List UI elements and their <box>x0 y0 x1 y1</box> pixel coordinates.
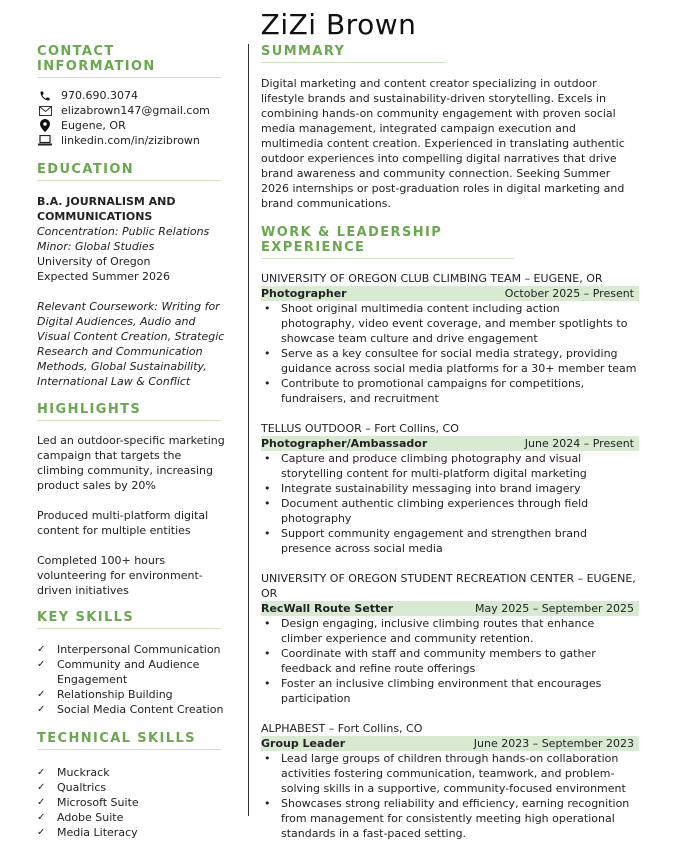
job-org: ALPHABEST – Fort Collins, CO <box>261 722 423 735</box>
education-expected: Expected Summer 2026 <box>37 270 170 283</box>
job-entry <box>261 571 637 706</box>
job-bullet: • Document authentic climbing experiences through field photography <box>261 496 637 526</box>
technical-skills-list <box>37 765 227 840</box>
technical-skills-heading: TECHNICAL SKILLS <box>37 731 221 750</box>
job-entry <box>261 721 637 841</box>
job-role-bar <box>261 601 639 616</box>
job-bullets <box>261 451 637 556</box>
laptop-icon <box>37 135 53 146</box>
highlight-item: Completed 100+ hours volunteering for environment-driven initiatives <box>37 554 203 597</box>
job-org: UNIVERSITY OF OREGON CLUB CLIMBING TEAM – EUGENE, OR <box>261 272 603 285</box>
phone-icon <box>37 90 53 102</box>
email-icon <box>37 106 53 116</box>
education-block <box>37 194 227 389</box>
experience-heading: WORK & LEADERSHIP EXPERIENCE <box>261 225 514 259</box>
job-bullet: • Lead large groups of children through hands-on collaboration activities fostering communication, teamwork, and problem-solving skills in a supportive, community-focused environment <box>261 751 637 796</box>
checkmark-icon: ✓ <box>37 644 46 655</box>
left-column <box>37 44 227 840</box>
resume-name: ZiZi Brown <box>260 8 417 41</box>
job-bullets <box>261 751 637 841</box>
checkmark-icon: ✓ <box>37 827 46 838</box>
job-role-bar <box>261 286 639 301</box>
job-dates: June 2024 – Present <box>524 437 634 450</box>
technical-skill-item: ✓ Qualtrics <box>37 781 107 794</box>
column-divider <box>248 44 249 816</box>
location-pin-icon <box>37 119 53 132</box>
education-heading: EDUCATION <box>37 162 221 181</box>
education-coursework: Relevant Coursework: Writing for Digital Audiences, Audio and Visual Content Creation, Strategic Research and Communication Methods, Global Sustainability, International Law & Conflict <box>37 300 225 388</box>
key-skill-item: ✓ Community and Audience Engagement <box>37 658 200 686</box>
job-role: Photographer <box>261 287 347 300</box>
job-org: UNIVERSITY OF OREGON STUDENT RECREATION CENTER – EUGENE, OR <box>261 572 636 600</box>
contact-location-text: Eugene, OR <box>61 119 126 132</box>
contact-list <box>37 88 227 148</box>
job-org: TELLUS OUTDOOR – Fort Collins, CO <box>261 422 459 435</box>
contact-heading: CONTACT INFORMATION <box>37 44 221 78</box>
job-bullet: • Shoot original multimedia content including action photography, video event coverage, and member spotlights to showcase team culture and drive engagement <box>261 301 637 346</box>
job-dates: June 2023 – September 2023 <box>473 737 634 750</box>
checkmark-icon: ✓ <box>37 689 46 700</box>
contact-email <box>37 103 227 118</box>
key-skill-item: ✓ Social Media Content Creation <box>37 703 224 716</box>
education-minor: Minor: Global Studies <box>37 240 155 253</box>
job-role-bar <box>261 436 639 451</box>
technical-skill-item: ✓ Muckrack <box>37 766 110 779</box>
job-bullet: • Foster an inclusive climbing environment that encourages participation <box>261 676 637 706</box>
checkmark-icon: ✓ <box>37 659 46 670</box>
checkmark-icon: ✓ <box>37 704 46 715</box>
job-bullet: • Coordinate with staff and community members to gather feedback and refine route offerings <box>261 646 637 676</box>
contact-phone-text: 970.690.3074 <box>61 89 138 102</box>
contact-location <box>37 118 227 133</box>
checkmark-icon: ✓ <box>37 767 46 778</box>
education-concentration: Concentration: Public Relations <box>37 225 210 238</box>
highlights-block <box>37 433 227 598</box>
checkmark-icon: ✓ <box>37 782 46 793</box>
technical-skill-item: ✓ Microsoft Suite <box>37 796 139 809</box>
job-bullet: • Contribute to promotional campaigns for competitions, fundraisers, and recruitment <box>261 376 637 406</box>
checkmark-icon: ✓ <box>37 812 46 823</box>
job-role: Photographer/Ambassador <box>261 437 428 450</box>
contact-linkedin <box>37 133 227 148</box>
job-bullet: • Integrate sustainability messaging into brand imagery <box>261 481 637 496</box>
key-skills-list <box>37 642 227 717</box>
highlight-item: Led an outdoor-specific marketing campaign that targets the climbing community, increasing product sales by 20% <box>37 434 225 492</box>
summary-text: Digital marketing and content creator specializing in outdoor lifestyle brands and sustainability-driven storytelling. Excels in combining hands-on community engagement with proven social media management, integrated campaign execution and multimedia content creation. Experienced in translating authentic outdoor experiences into compelling digital narratives that drive brand awareness and community connection. Seeking Summer 2026 internships or post-graduation roles in digital marketing and brand communications. <box>261 77 625 210</box>
contact-linkedin-text: linkedin.com/in/zizibrown <box>61 134 200 147</box>
key-skill-item: ✓ Relationship Building <box>37 688 173 701</box>
key-skill-item: ✓ Interpersonal Communication <box>37 643 221 656</box>
job-role: Group Leader <box>261 737 346 750</box>
job-entry <box>261 271 637 406</box>
job-role: RecWall Route Setter <box>261 602 394 615</box>
checkmark-icon: ✓ <box>37 797 46 808</box>
job-bullet: • Showcases strong reliability and efficiency, earning recognition from management for consistently meeting high operational standards in a fast-paced setting. <box>261 796 637 841</box>
job-bullet: • Support community engagement and strengthen brand presence across social media <box>261 526 637 556</box>
job-role-bar <box>261 736 639 751</box>
job-bullet: • Serve as a key consultee for social media strategy, providing guidance across social media platforms for a 30+ member team <box>261 346 637 376</box>
highlights-heading: HIGHLIGHTS <box>37 402 221 421</box>
education-school: University of Oregon <box>37 255 151 268</box>
job-entry <box>261 421 637 556</box>
job-bullet: • Capture and produce climbing photography and visual storytelling content for multi-platform digital marketing <box>261 451 637 481</box>
job-bullets <box>261 616 637 706</box>
job-bullet: • Design engaging, inclusive climbing routes that enhance climber experience and community retention. <box>261 616 637 646</box>
job-dates: October 2025 – Present <box>504 287 634 300</box>
technical-skill-item: ✓ Media Literacy <box>37 826 138 839</box>
highlight-item: Produced multi-platform digital content for multiple entities <box>37 509 209 537</box>
key-skills-heading: KEY SKILLS <box>37 610 221 629</box>
contact-phone <box>37 88 227 103</box>
education-degree: B.A. JOURNALISM AND COMMUNICATIONS <box>37 195 176 223</box>
job-dates: May 2025 – September 2025 <box>474 602 634 615</box>
right-column <box>261 44 637 841</box>
contact-email-text: elizabrown147@gmail.com <box>61 104 210 117</box>
job-bullets <box>261 301 637 406</box>
summary-heading: SUMMARY <box>261 44 446 63</box>
technical-skill-item: ✓ Adobe Suite <box>37 811 124 824</box>
